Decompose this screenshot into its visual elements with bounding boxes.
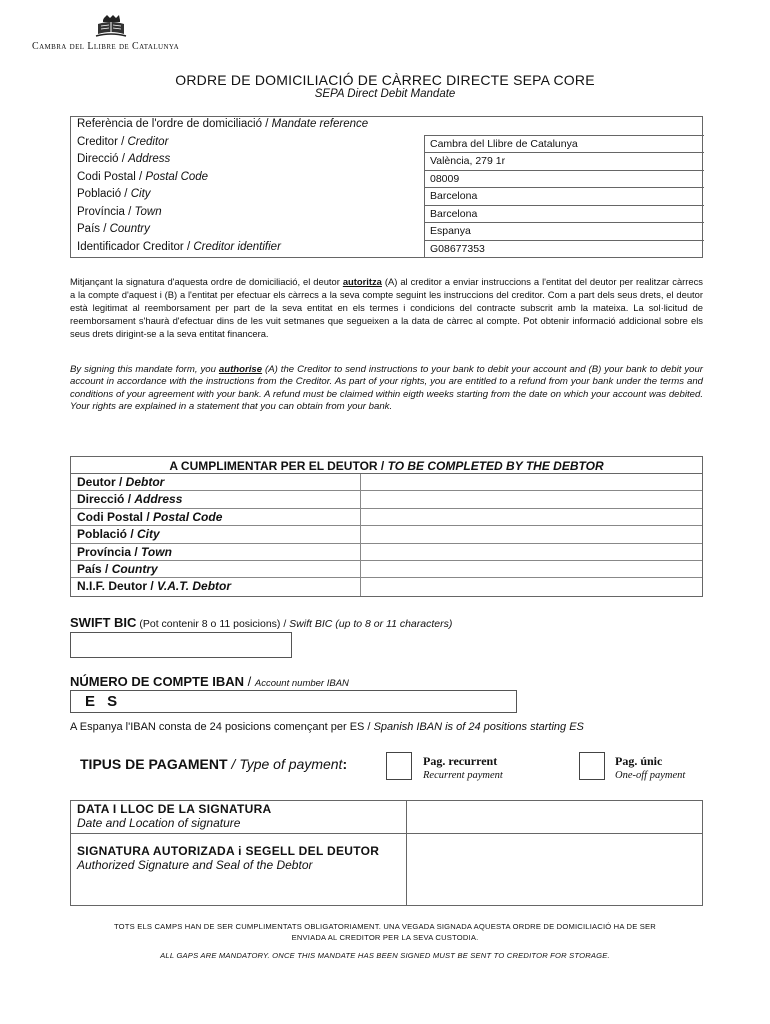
creditor-row: Creditor / Creditor Cambra del Llibre de Catalunya [71, 135, 702, 153]
signature-date-row [71, 801, 702, 834]
debtor-vat-field[interactable] [360, 578, 703, 595]
mandate-reference-row [71, 117, 702, 135]
footer-mandatory-english: ALL GAPS ARE MANDATORY. ONCE THIS MANDATE HAS BEEN SIGNED MUST BE SENT TO CREDITOR FOR STORAGE. [160, 951, 610, 960]
iban-input[interactable]: E S [70, 690, 517, 713]
signature-seal-label: SIGNATURA AUTORIZADA i SEGELL DEL DEUTOR [77, 844, 380, 858]
creditor-country-value: Espanya [424, 222, 704, 240]
debtor-vat-row: N.I.F. Deutor / V.A.T. Debtor [71, 578, 702, 595]
creditor-address-row: Direcció / Address València, 279 1r [71, 152, 702, 170]
creditor-town-row: Província / Town Barcelona [71, 205, 702, 223]
creditor-country-row: País / Country Espanya [71, 222, 702, 240]
swift-bic-label: SWIFT BIC (Pot contenir 8 o 11 posicions) / Swift BIC (up to 8 or 11 characters) [70, 615, 453, 630]
debtor-table-header: A CUMPLIMENTAR PER EL DEUTOR / TO BE COMPLETED BY THE DEBTOR [71, 457, 702, 474]
recurrent-payment-option: Pag. recurrent Recurrent payment [423, 754, 503, 781]
creditor-identifier-value: G08677353 [424, 240, 704, 258]
payment-type-label: TIPUS DE PAGAMENT / Type of payment: [80, 756, 348, 772]
footer-mandatory-catalan: TOTS ELS CAMPS HAN DE SER CUMPLIMENTATS OBLIGATORIAMENT. UNA VEGADA SIGNADA AQUESTA ORDRE DE DOMICILIACIÓ HA DE SER ENVIADA AL CREDITOR PER LA SEVA CUSTODIA. [113, 922, 656, 942]
debtor-town-field[interactable] [360, 544, 703, 560]
debtor-name-row: Deutor / Debtor [71, 474, 702, 491]
debtor-address-row: Direcció / Address [71, 491, 702, 508]
signature-date-field[interactable] [406, 801, 703, 833]
signature-seal-field[interactable] [406, 834, 703, 906]
signature-table [70, 800, 703, 906]
signature-date-label-en: Date and Location of signature [77, 816, 241, 830]
debtor-city-row: Població / City [71, 526, 702, 543]
creditor-table [70, 116, 703, 258]
creditor-postal-code-value: 08009 [424, 170, 704, 188]
crown-book-emblem-icon [92, 14, 130, 40]
logo-text: Cambra del Llibre de Catalunya [32, 41, 180, 52]
signature-seal-row [71, 834, 702, 906]
creditor-identifier-row: Identificador Creditor / Creditor identifier G08677353 [71, 240, 702, 258]
recurrent-payment-checkbox[interactable] [386, 752, 412, 780]
creditor-postal-code-row: Codi Postal / Postal Code 08009 [71, 170, 702, 188]
iban-note: A Espanya l'IBAN consta de 24 posicions començant per ES / Spanish IBAN is of 24 positions starting ES [70, 721, 584, 733]
creditor-value: Cambra del Llibre de Catalunya [424, 135, 704, 153]
creditor-town-value: Barcelona [424, 205, 704, 223]
debtor-table [70, 456, 703, 597]
page-title: ORDRE DE DOMICILIACIÓ DE CÀRREC DIRECTE SEPA CORE [175, 72, 595, 88]
creditor-address-value: València, 279 1r [424, 152, 704, 170]
debtor-country-row: País / Country [71, 561, 702, 578]
debtor-town-row: Província / Town [71, 544, 702, 561]
mandate-reference-label: Referència de l'ordre de domiciliació / Mandate reference [77, 118, 369, 130]
debtor-address-field[interactable] [360, 491, 703, 507]
iban-label: NÚMERO DE COMPTE IBAN / Account number IBAN [70, 674, 349, 689]
one-off-payment-checkbox[interactable] [579, 752, 605, 780]
one-off-payment-option: Pag. únic One-off payment [615, 754, 686, 781]
mandate-text-english: By signing this mandate form, you authorise (A) the Creditor to send instructions to your bank to debit your account and (B) your bank to debit your account in accordance with the instructions from the Creditor. As part of your rights, you are entitled to a refund from your bank under the terms and conditions of your agreement with your bank. A refund must be claimed within eigth weeks starting from the date on which your account was debited. Your rights are explained in a statement that you can obtain from your bank. [70, 364, 703, 412]
creditor-city-row: Població / City Barcelona [71, 187, 702, 205]
debtor-postal-code-row: Codi Postal / Postal Code [71, 509, 702, 526]
swift-bic-input[interactable] [70, 632, 292, 658]
debtor-country-field[interactable] [360, 561, 703, 577]
debtor-city-field[interactable] [360, 526, 703, 542]
creditor-city-value: Barcelona [424, 187, 704, 205]
mandate-text-catalan: Mitjançant la signatura d'aquesta ordre de domiciliació, el deutor autoritza (A) al creditor a enviar instruccions a l'entitat del deutor per realitzar càrrecs a la compte d'aquest i (B) a l'entitat per efectuar els càrrecs a la seva compte seguint les instruccions del creditor. Com a part dels seus drets, el deutor està legitimat al reemborsament per part de la seva entitat en els termes i condicions del contracte subscrit amb la mateixa. La sol·licitud de reemborsament s'haurà d'efectuar dins de les vuit setmanes que segueixen a la data de càrrec al compte. Pot obtenir informació addicional sobre els seus drets dirigint-se a la seva entitat financera. [70, 276, 703, 339]
debtor-name-field[interactable] [360, 474, 703, 490]
page-subtitle: SEPA Direct Debit Mandate [314, 88, 456, 100]
signature-date-label: DATA I LLOC DE LA SIGNATURA [77, 802, 272, 816]
signature-seal-label-en: Authorized Signature and Seal of the Debtor [77, 858, 313, 872]
debtor-postal-code-field[interactable] [360, 509, 703, 525]
